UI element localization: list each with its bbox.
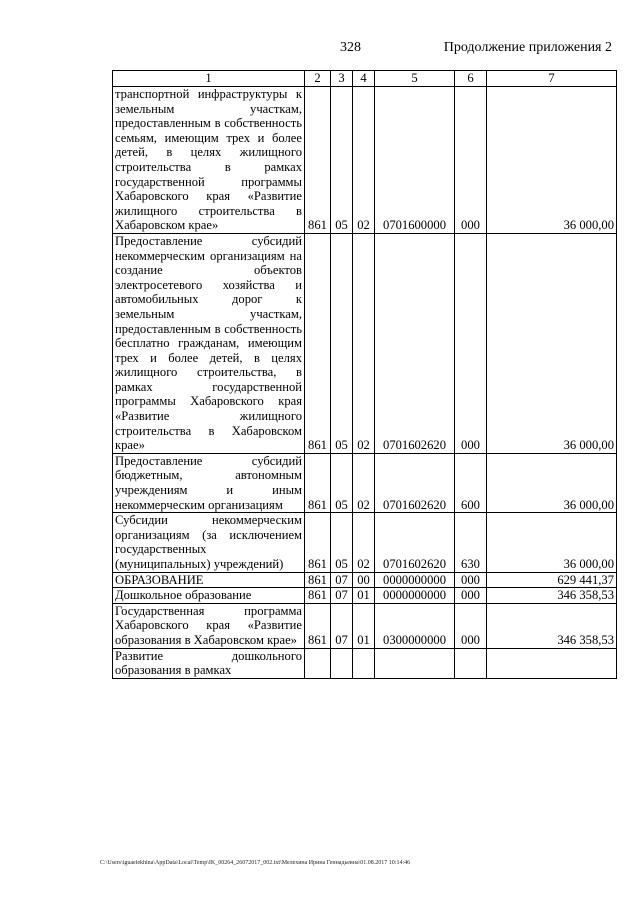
cell-subsection-code: 01 — [353, 588, 375, 604]
file-path-footer: C:\Users\iguaelekhina\AppData\Local\Temp\IK_00264_26072017_002.txt\Мелехина Ирина Геннадьевна\01.08.2017 10:14:46 — [100, 860, 411, 866]
cell-subsection-code: 02 — [353, 87, 375, 234]
cell-expense-type: 000 — [455, 603, 487, 648]
continuation-label: Продолжение приложения 2 — [443, 40, 612, 55]
row-description: Предоставление субсидий бюджетным, автономным учреждениям и иным некоммерческим организациям — [113, 453, 305, 512]
cell-section-code: 05 — [331, 513, 353, 572]
cell-subsection-code: 02 — [353, 233, 375, 453]
cell-ministry-code: 861 — [305, 87, 331, 234]
cell-subsection-code — [353, 648, 375, 678]
cell-target-article: 0000000000 — [375, 588, 455, 604]
cell-amount: 36 000,00 — [487, 233, 617, 453]
cell-section-code: 07 — [331, 572, 353, 588]
cell-amount: 36 000,00 — [487, 513, 617, 572]
cell-amount: 346 358,53 — [487, 603, 617, 648]
cell-target-article: 0701602620 — [375, 513, 455, 572]
cell-section-code — [331, 648, 353, 678]
table-header-row — [113, 71, 617, 87]
cell-section-code: 07 — [331, 588, 353, 604]
cell-section-code: 05 — [331, 87, 353, 234]
cell-expense-type: 630 — [455, 513, 487, 572]
cell-expense-type: 000 — [455, 87, 487, 234]
cell-subsection-code: 00 — [353, 572, 375, 588]
column-header: 4 — [353, 71, 375, 87]
cell-amount: 36 000,00 — [487, 87, 617, 234]
column-header: 5 — [375, 71, 455, 87]
table-row — [113, 453, 617, 512]
cell-ministry-code: 861 — [305, 588, 331, 604]
cell-amount: 36 000,00 — [487, 453, 617, 512]
cell-target-article: 0701602620 — [375, 233, 455, 453]
cell-target-article — [375, 648, 455, 678]
row-description: транспортной инфраструктуры к земельным участкам, предоставленным в собственность семьям, имеющим трех и более детей, в целях жилищного строительства в рамках государственной программы Хабаровского края «Развитие жилищного строительства в Хабаровском крае» — [113, 87, 305, 234]
cell-ministry-code: 861 — [305, 453, 331, 512]
column-header: 1 — [113, 71, 305, 87]
row-description: ОБРАЗОВАНИЕ — [113, 572, 305, 588]
table-row — [113, 572, 617, 588]
table-row — [113, 603, 617, 648]
table-row — [113, 513, 617, 572]
cell-target-article: 0300000000 — [375, 603, 455, 648]
cell-amount: 629 441,37 — [487, 572, 617, 588]
cell-subsection-code: 02 — [353, 453, 375, 512]
cell-section-code: 07 — [331, 603, 353, 648]
cell-ministry-code — [305, 648, 331, 678]
cell-expense-type: 000 — [455, 572, 487, 588]
page-number: 328 — [340, 40, 361, 55]
column-header: 6 — [455, 71, 487, 87]
cell-section-code: 05 — [331, 453, 353, 512]
cell-ministry-code: 861 — [305, 572, 331, 588]
table-row — [113, 233, 617, 453]
cell-subsection-code: 02 — [353, 513, 375, 572]
row-description: Субсидии некоммерческим организациям (за исключением государственных (муниципальных) учреждений) — [113, 513, 305, 572]
cell-amount: 346 358,53 — [487, 588, 617, 604]
cell-expense-type — [455, 648, 487, 678]
table-row — [113, 87, 617, 234]
row-description: Развитие дошкольного образования в рамках — [113, 648, 305, 678]
budget-table — [112, 70, 617, 679]
cell-section-code: 05 — [331, 233, 353, 453]
cell-target-article: 0701602620 — [375, 453, 455, 512]
cell-amount — [487, 648, 617, 678]
table-row — [113, 588, 617, 604]
table-row — [113, 648, 617, 678]
cell-ministry-code: 861 — [305, 233, 331, 453]
row-description: Предоставление субсидий некоммерческим организациям на создание объектов электросетевого хозяйства и автомобильных дорог к земельным участкам, предоставленным в собственность бесплатно гражданам, имеющим трех и более детей, в целях жилищного строительства, в рамках государственной программы Хабаровского края «Развитие жилищного строительства в Хабаровском крае» — [113, 233, 305, 453]
row-description: Государственная программа Хабаровского края «Развитие образования в Хабаровском крае» — [113, 603, 305, 648]
column-header: 7 — [487, 71, 617, 87]
cell-subsection-code: 01 — [353, 603, 375, 648]
cell-ministry-code: 861 — [305, 513, 331, 572]
cell-expense-type: 000 — [455, 588, 487, 604]
cell-ministry-code: 861 — [305, 603, 331, 648]
cell-expense-type: 600 — [455, 453, 487, 512]
row-description: Дошкольное образование — [113, 588, 305, 604]
column-header: 2 — [305, 71, 331, 87]
column-header: 3 — [331, 71, 353, 87]
cell-expense-type: 000 — [455, 233, 487, 453]
cell-target-article: 0000000000 — [375, 572, 455, 588]
cell-target-article: 0701600000 — [375, 87, 455, 234]
